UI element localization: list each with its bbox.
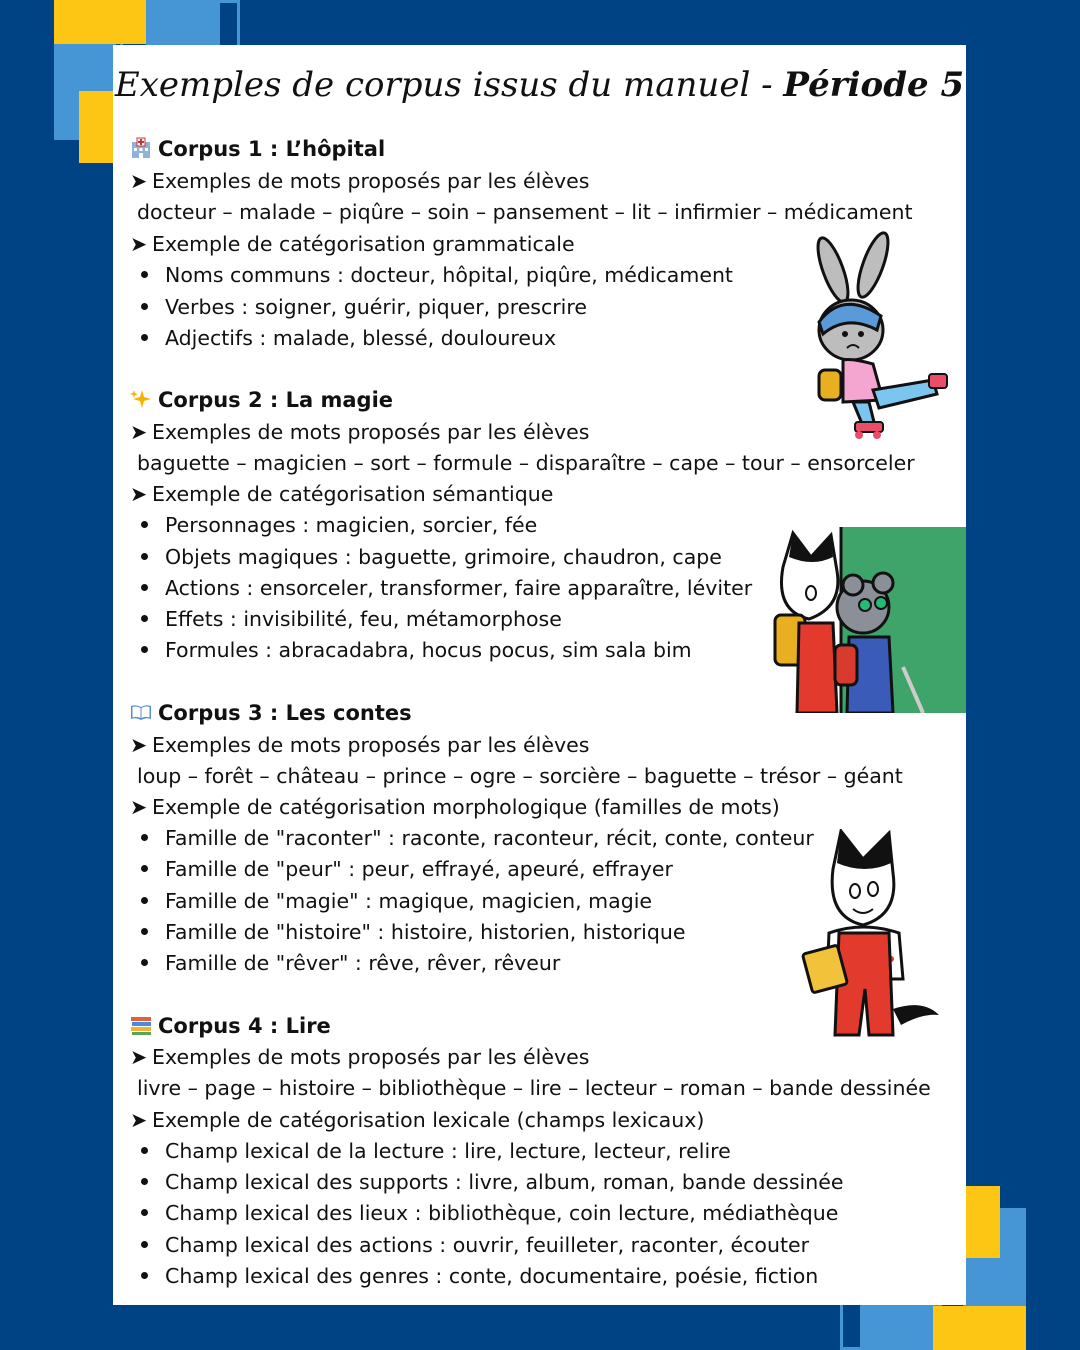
- open-book-icon: [130, 701, 152, 723]
- list-item-text: Champ lexical des actions : ouvrir, feuilleter, raconter, écouter: [165, 1233, 810, 1257]
- bullet-dot: [141, 303, 148, 310]
- list-item: [141, 887, 652, 915]
- list-item: [141, 1137, 731, 1165]
- list-item-text: Actions : ensorceler, transformer, faire apparaître, léviter: [165, 576, 753, 600]
- corpus-1-title: Corpus 1 : L’hôpital: [158, 137, 386, 161]
- words-intro-text: Exemples de mots proposés par les élèves: [152, 1045, 590, 1069]
- deco-blue-square-top: [146, 0, 220, 50]
- bullet-dot: [141, 553, 148, 560]
- arrow-icon: ➤: [130, 733, 148, 757]
- words-intro-text: Exemples de mots proposés par les élèves: [152, 420, 590, 444]
- books-icon: [130, 1014, 152, 1036]
- cat-intro-text: Exemple de catégorisation sémantique: [152, 482, 554, 506]
- words-intro-text: Exemples de mots proposés par les élèves: [152, 733, 590, 757]
- list-item-text: Famille de "histoire" : histoire, historien, historique: [165, 920, 686, 944]
- list-item-text: Adjectifs : malade, blessé, douloureux: [165, 326, 557, 350]
- list-item: [141, 824, 814, 852]
- list-item-text: Famille de "peur" : peur, effrayé, apeuré, effrayer: [165, 857, 673, 881]
- list-item: [141, 1199, 838, 1227]
- corpus-2-words-intro: [130, 418, 589, 446]
- corpus-4-title: Corpus 4 : Lire: [158, 1014, 331, 1038]
- bullet-dot: [141, 646, 148, 653]
- list-item: [141, 1168, 843, 1196]
- corpus-2-heading: [130, 386, 393, 414]
- corpus-3-words-intro: [130, 731, 589, 759]
- cat-intro-text: Exemple de catégorisation morphologique (familles de mots): [152, 795, 780, 819]
- bullet-dot: [141, 615, 148, 622]
- cat-mouse-drawing: [753, 527, 966, 713]
- corpus-4-words: livre – page – histoire – bibliothèque – lire – lecteur – roman – bande dessinée: [137, 1076, 931, 1100]
- corpus-1-words: docteur – malade – piqûre – soin – pansement – lit – infirmier – médicament: [137, 200, 913, 224]
- bullet-dot: [141, 1272, 148, 1279]
- bullet-dot: [141, 834, 148, 841]
- corpus-1-words-intro: [130, 167, 589, 195]
- corpus-1-heading: [130, 135, 385, 163]
- corpus-1-cat-intro: [130, 230, 575, 258]
- bullet-dot: [141, 897, 148, 904]
- corpus-4-heading: [130, 1012, 331, 1040]
- sparkles-icon: [130, 388, 152, 410]
- title-main: Exemples de corpus issus du manuel -: [114, 65, 784, 105]
- cat-intro-text: Exemple de catégorisation grammaticale: [152, 232, 575, 256]
- bullet-dot: [141, 521, 148, 528]
- corpus-3-heading: [130, 699, 412, 727]
- arrow-icon: ➤: [130, 795, 148, 819]
- list-item: [141, 636, 692, 664]
- cat-intro-text: Exemple de catégorisation lexicale (champs lexicaux): [152, 1108, 705, 1132]
- list-item-text: Formules : abracadabra, hocus pocus, sim sala bim: [165, 638, 692, 662]
- bullet-dot: [141, 1241, 148, 1248]
- words-intro-text: Exemples de mots proposés par les élèves: [152, 169, 590, 193]
- bullet-dot: [141, 865, 148, 872]
- arrow-icon: ➤: [130, 1108, 148, 1132]
- bullet-dot: [141, 928, 148, 935]
- list-item-text: Famille de "raconter" : raconte, raconteur, récit, conte, conteur: [165, 826, 814, 850]
- list-item: [141, 574, 752, 602]
- bullet-dot: [141, 1178, 148, 1185]
- list-item-text: Famille de "magie" : magique, magicien, magie: [165, 889, 653, 913]
- arrow-icon: ➤: [130, 420, 148, 444]
- list-item-text: Champ lexical des lieux : bibliothèque, coin lecture, médiathèque: [165, 1201, 839, 1225]
- corpus-4-cat-intro: [130, 1106, 704, 1134]
- page-title: [113, 65, 966, 105]
- corpus-2-title: Corpus 2 : La magie: [158, 388, 394, 412]
- title-period: Période 5: [783, 65, 965, 105]
- bullet-dot: [141, 334, 148, 341]
- list-item: [141, 324, 556, 352]
- list-item-text: Noms communs : docteur, hôpital, piqûre, médicament: [165, 263, 733, 287]
- list-item: [141, 855, 673, 883]
- list-item: [141, 1231, 809, 1259]
- deco-blue-square-bottom: [860, 1300, 942, 1350]
- list-item-text: Famille de "rêver" : rêve, rêver, rêveur: [165, 951, 561, 975]
- list-item-text: Champ lexical des genres : conte, documentaire, poésie, fiction: [165, 1264, 819, 1288]
- list-item: [141, 543, 722, 571]
- content-panel: [113, 45, 966, 1305]
- bullet-dot: [141, 584, 148, 591]
- list-item: [141, 605, 562, 633]
- bullet-dot: [141, 271, 148, 278]
- list-item-text: Champ lexical des supports : livre, album, roman, bande dessinée: [165, 1170, 844, 1194]
- list-item: [141, 1262, 818, 1290]
- corpus-4-words-intro: [130, 1043, 589, 1071]
- cat-mouse-illustration: [753, 527, 966, 713]
- arrow-icon: ➤: [130, 1045, 148, 1069]
- arrow-icon: ➤: [130, 232, 148, 256]
- corpus-2-words: baguette – magicien – sort – formule – disparaître – cape – tour – ensorceler: [137, 451, 915, 475]
- list-item: [141, 511, 537, 539]
- deco-yellow-square-bottom-right: [933, 1306, 1026, 1350]
- corpus-3-title: Corpus 3 : Les contes: [158, 701, 412, 725]
- list-item-text: Champ lexical de la lecture : lire, lecture, lecteur, relire: [165, 1139, 731, 1163]
- list-item-text: Personnages : magicien, sorcier, fée: [165, 513, 538, 537]
- corpus-3-words: loup – forêt – château – prince – ogre – sorcière – baguette – trésor – géant: [137, 764, 903, 788]
- corpus-3-cat-intro: [130, 793, 780, 821]
- list-item: [141, 261, 733, 289]
- arrow-icon: ➤: [130, 169, 148, 193]
- list-item: [141, 293, 587, 321]
- list-item-text: Objets magiques : baguette, grimoire, chaudron, cape: [165, 545, 722, 569]
- list-item-text: Effets : invisibilité, feu, métamorphose: [165, 607, 562, 631]
- bullet-dot: [141, 959, 148, 966]
- bullet-dot: [141, 1209, 148, 1216]
- corpus-2-cat-intro: [130, 480, 553, 508]
- list-item: [141, 949, 560, 977]
- rabbit-illustration: [803, 230, 953, 440]
- list-item: [141, 918, 686, 946]
- cat-reading-illustration: [793, 829, 943, 1045]
- list-item-text: Verbes : soigner, guérir, piquer, prescrire: [165, 295, 587, 319]
- bullet-dot: [141, 1147, 148, 1154]
- arrow-icon: ➤: [130, 482, 148, 506]
- hospital-icon: [130, 137, 152, 159]
- deco-yellow-square-top-left: [54, 0, 146, 44]
